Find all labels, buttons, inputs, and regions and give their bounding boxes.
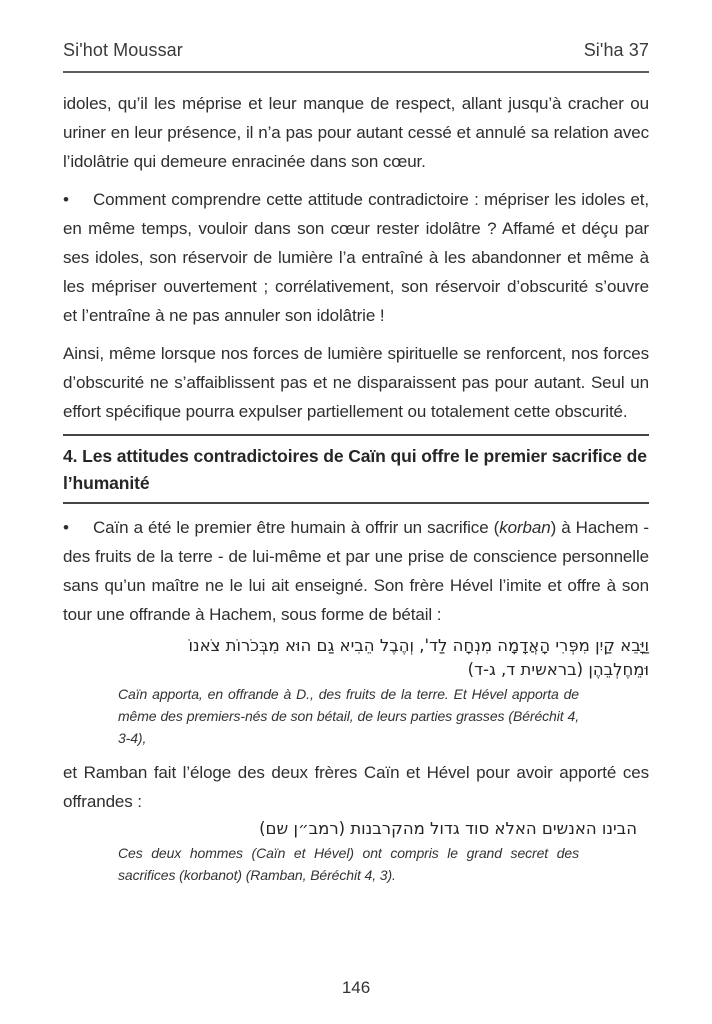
running-header: [63, 40, 649, 73]
hebrew-quote-genesis-line1: וַיָּבֵא קַיִן מִפְּרִי הָאֲדָמָה מִנְחָה לַד', וְהֶבֶל הֵבִיא גַם הוּא מִבְּכֹרוֹת צֹאנוֹ: [188, 636, 649, 655]
paragraph-cain: [63, 513, 649, 629]
paragraph-cain-lead: Caïn a été le premier être humain à offrir un sacrifice (: [93, 518, 500, 537]
page-footer: [0, 978, 712, 998]
translation-genesis: Caïn apporta, en offrande à D., des fruits de la terre. Et Hével apporta de même des premiers-nés de son bétail, de leurs parties grasses (Béréchit 4, 3-4),: [118, 686, 579, 746]
hebrew-quote-genesis: [110, 634, 649, 682]
korban-italic: korban: [499, 518, 551, 537]
translation-ramban: Ces deux hommes (Caïn et Hével) ont compris le grand secret des sacrifices (korbanot) (Ramban, Béréchit 4, 3).: [118, 845, 579, 883]
paragraph-ramban: et Ramban fait l’éloge des deux frères Caïn et Hével pour avoir apporté ces offrandes :: [63, 763, 649, 811]
paragraph-idoles: idoles, qu’il les méprise et leur manque de respect, allant jusqu’à cracher ou uriner en leur présence, il n’a pas pour autant cessé et annulé sa relation avec l’idolâtrie qui demeure enracinée dans son cœur.: [63, 94, 649, 171]
hebrew-quote-ramban: הבינו האנשים האלא סוד גדול מהקרבנות (רמב״ן שם): [259, 819, 637, 838]
paragraph-cain-rest: ) à Hachem - des fruits de la terre - de lui-même et par une prise de conscience personnelle sans qu’un maître ne le lui ait enseigné. Son frère Hével l’imite et offre à son tour une offrande à Hachem, sous forme de bétail :: [63, 518, 649, 624]
page-content: [63, 40, 649, 886]
paragraph-comment: [63, 185, 649, 330]
hebrew-quote-genesis-line2: וּמֵחֶלְבֵהֶן (בראשית ד, ג-ד): [467, 660, 649, 679]
paragraph-comment-text: Comment comprendre cette attitude contradictoire : mépriser les idoles et, en même temps, vouloir dans son cœur rester idolâtre ? Affamé et déçu par ses idoles, son réservoir de lumière l’a entraîné à les abandonner et même à les mépriser ouvertement ; corrélativement, son réservoir d’obscurité s’ouvre et l’entraîne à ne pas annuler son idolâtrie !: [63, 190, 649, 325]
bullet-icon: •: [63, 518, 69, 537]
page-number: 146: [341, 978, 371, 997]
bullet-icon: •: [63, 190, 69, 209]
header-book-title: Si'hot Moussar: [63, 40, 183, 60]
paragraph-ainsi: Ainsi, même lorsque nos forces de lumière spirituelle se renforcent, nos forces d’obscurité ne s’affaiblissent pas et ne disparaissent pas pour autant. Seul un effort spécifique pourra expulser partiellement ou totalement cette obscurité.: [63, 344, 649, 421]
section-heading: 4. Les attitudes contradictoires de Caïn qui offre le premier sacrifice de l’humanité: [63, 434, 649, 504]
header-chapter-title: Si'ha 37: [583, 40, 649, 60]
